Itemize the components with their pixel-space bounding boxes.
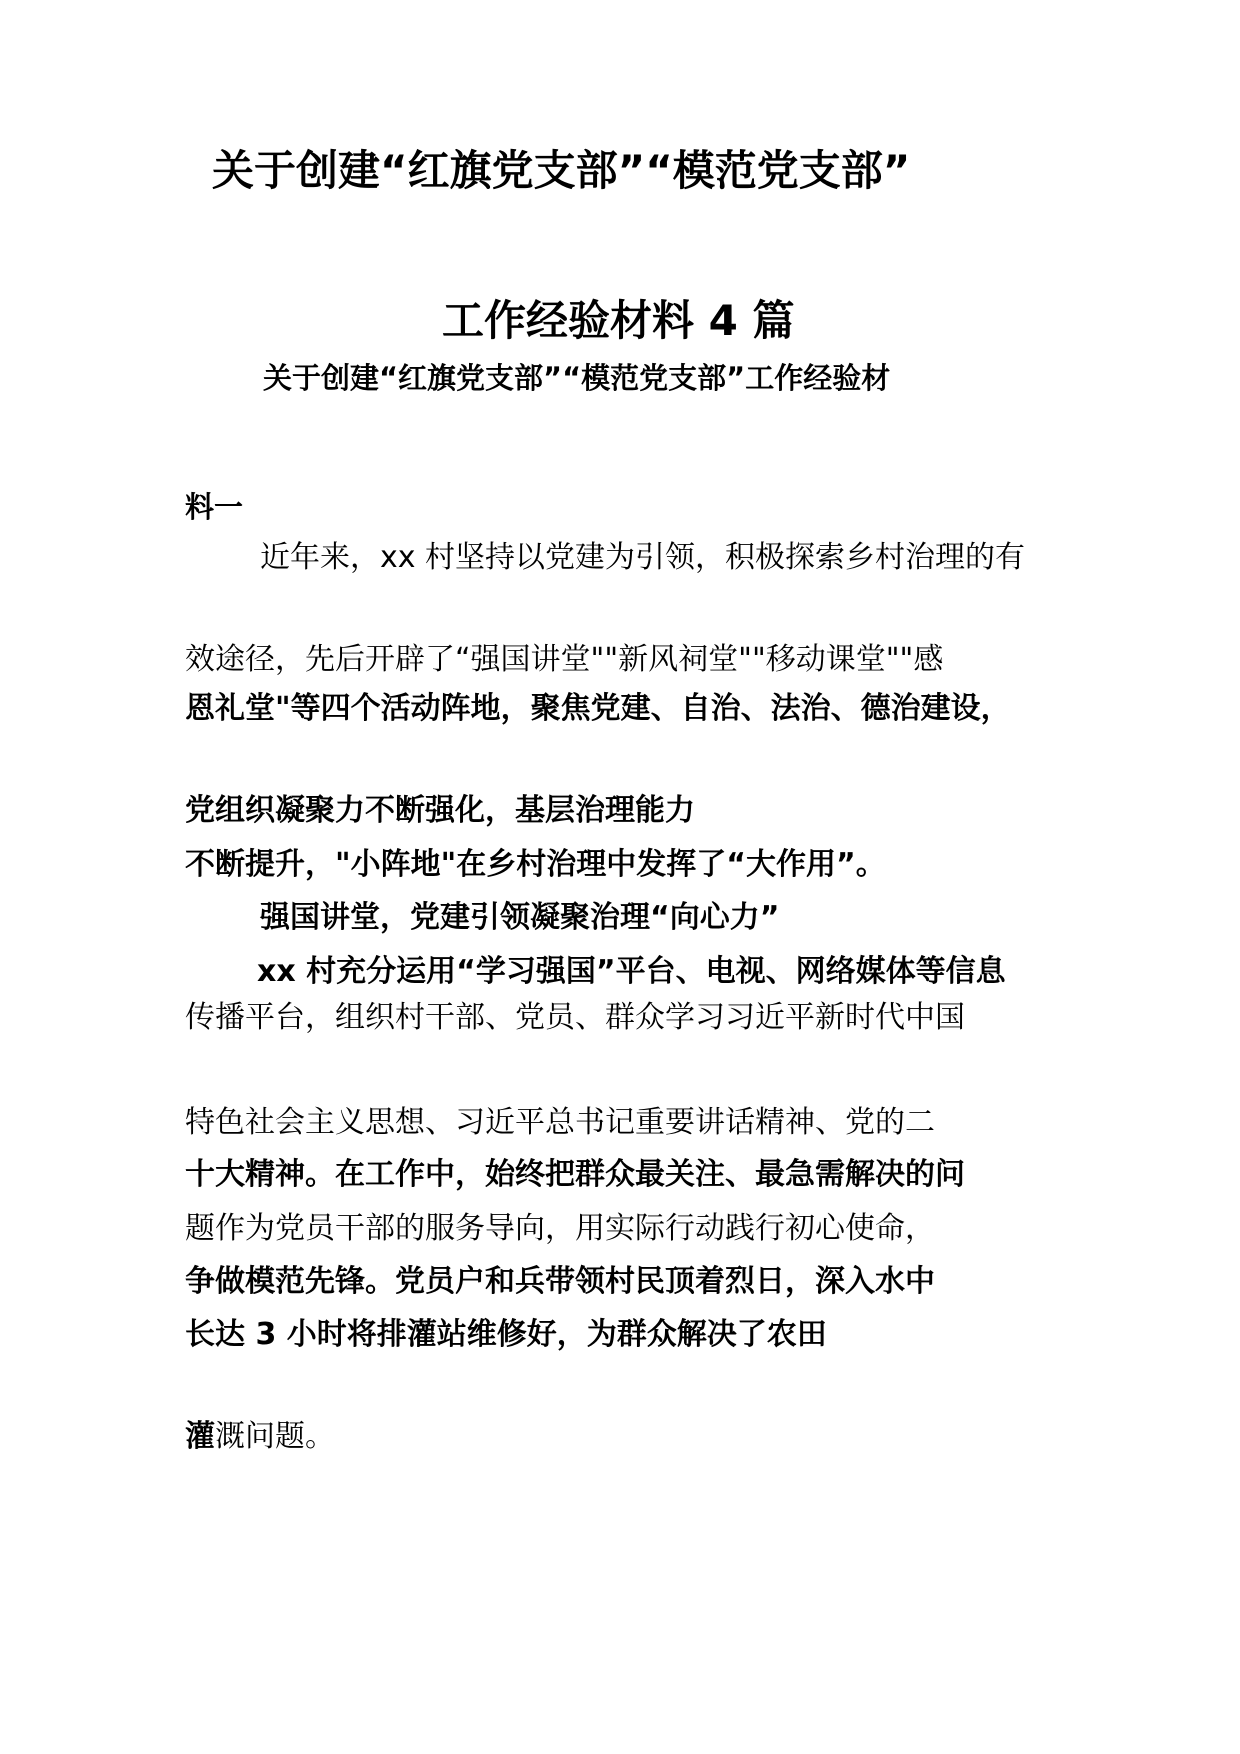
paragraph-line: 不断提升，"小阵地"在乡村治理中发挥了“大作用”。 [185,847,886,882]
section-heading: 料一 [185,490,244,524]
paragraph-line: 争做模范先锋。党员户和兵带领村民顶着烈日，深入水中 [185,1264,935,1299]
paragraph-line: xx 村充分运用“学习强国”平台、电视、网络媒体等信息 [257,954,1006,989]
paragraph-line: 效途径，先后开辟了“强国讲堂""新风祠堂""移动课堂""感 [185,642,944,677]
section-subheading: 强国讲堂，党建引领凝聚治理“向心力” [260,900,780,935]
paragraph-line: 十大精神。在工作中，始终把群众最关注、最急需解决的问 [185,1157,965,1192]
paragraph-line: 恩礼堂"等四个活动阵地，聚焦党建、自治、法治、德治建设， [185,691,1011,726]
paragraph-line: 近年来，xx 村坚持以党建为引领，积极探索乡村治理的有 [260,540,1026,575]
bold-character: 灌 [185,1419,215,1454]
paragraph-line: 传播平台，组织村干部、党员、群众学习习近平新时代中国 [185,1000,965,1035]
paragraph-text: 溉问题。 [215,1419,335,1454]
document-title-line-1: 关于创建“红旗党支部”“模范党支部” [212,146,911,195]
document-title-line-2: 工作经验材料 4 篇 [442,296,795,345]
paragraph-line: 特色社会主义思想、习近平总书记重要讲话精神、党的二 [185,1105,935,1140]
paragraph-line: 题作为党员干部的服务导向，用实际行动践行初心使命， [185,1211,935,1246]
paragraph-line: 党组织凝聚力不断强化，基层治理能力 [185,793,695,828]
document-subtitle: 关于创建“红旗党支部”“模范党支部”工作经验材 [263,361,891,395]
paragraph-last-line [185,1419,335,1454]
paragraph-line: 长达 3 小时将排灌站维修好，为群众解决了农田 [185,1317,827,1352]
